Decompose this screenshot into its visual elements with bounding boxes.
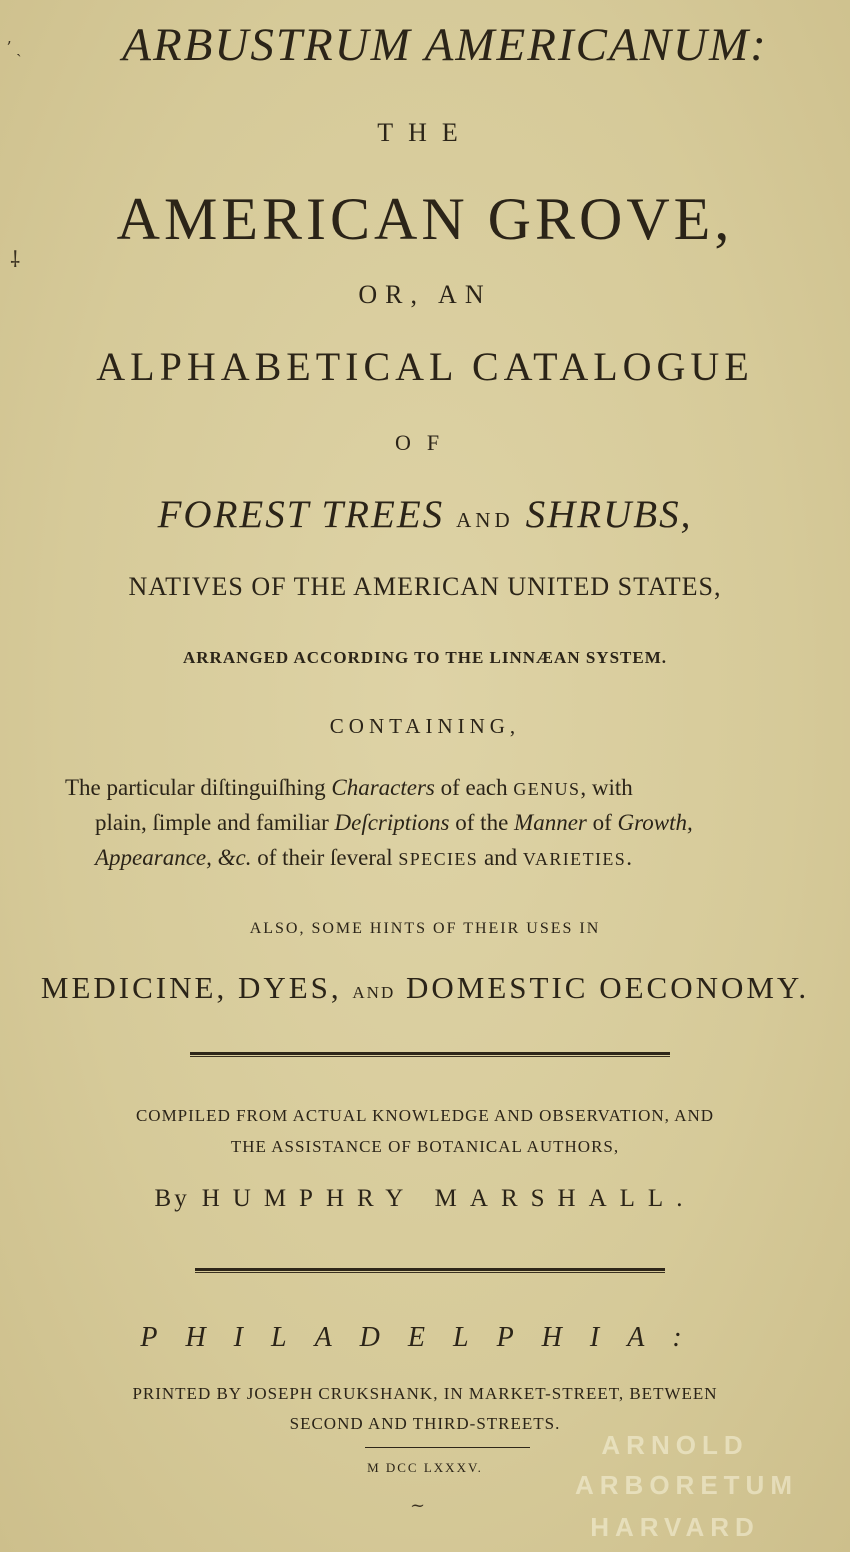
desc-text: plain, ſimple and familiar [95, 810, 335, 835]
thin-rule [365, 1447, 530, 1448]
printer-line-2: SECOND AND THIRD-STREETS. [289, 1414, 561, 1433]
shrubs-text: SHRUBS, [525, 493, 693, 536]
desc-text: of their ſeveral [251, 845, 399, 870]
ornamental-rule [190, 1052, 670, 1055]
margin-mark: ⸸ [10, 248, 21, 273]
imprint-city: PHILADELPHIA: [140, 1322, 710, 1353]
of-line: OF [394, 430, 456, 455]
medicine-line [0, 970, 850, 1006]
also-line: ALSO, SOME HINTS OF THEIR USES IN [249, 920, 601, 937]
forest-trees-text: FOREST TREES [157, 493, 445, 536]
desc-italic: Deſcriptions [334, 810, 450, 835]
desc-text: and [478, 845, 523, 870]
library-stamp-line: ARBORETUM [575, 1470, 798, 1500]
description-line-3 [95, 845, 632, 871]
and-text: AND [352, 983, 396, 1002]
medicine-text: MEDICINE, DYES, [40, 970, 353, 1005]
library-stamp-line: HARVARD [590, 1512, 760, 1542]
author-line [0, 1185, 850, 1213]
desc-italic: Characters [331, 775, 435, 800]
main-title: ARBUSTRUM AMERICANUM: [122, 19, 768, 71]
the-line: THE [377, 118, 473, 147]
desc-smallcaps: SPECIES [398, 849, 479, 869]
containing-line: CONTAINING, [329, 714, 521, 738]
and-text: AND [456, 508, 514, 532]
ornamental-rule [195, 1268, 665, 1271]
flourish-mark: ~ [410, 1495, 426, 1516]
desc-text: The particular diſtinguiſhing [65, 775, 332, 800]
desc-smallcaps: VARIETIES [522, 849, 627, 869]
subtitle-american-grove: AMERICAN GROVE, [116, 186, 734, 252]
printer-line-1: PRINTED BY JOSEPH CRUKSHANK, IN MARKET-STREET, BETWEEN [132, 1384, 718, 1403]
alphabetical-catalogue-line: ALPHABETICAL CATALOGUE [96, 344, 754, 389]
oeconomy-text: DOMESTIC OECONOMY. [395, 970, 810, 1005]
desc-italic: Appearance, &c. [95, 845, 252, 870]
description-line-1 [65, 775, 633, 801]
desc-text: of the [449, 810, 515, 835]
desc-smallcaps: GENUS [513, 779, 581, 799]
desc-italic: Growth, [617, 810, 693, 835]
arranged-line: ARRANGED ACCORDING TO THE LINNÆAN SYSTEM. [182, 648, 668, 667]
library-stamp-line: ARNOLD [601, 1430, 749, 1460]
desc-text: , with [580, 775, 633, 800]
margin-mark: ʼ ˎ [6, 38, 22, 57]
or-an-line: OR, AN [358, 280, 492, 309]
desc-italic: Manner [514, 810, 587, 835]
author-name: HUMPHRY MARSHALL. [201, 1185, 696, 1212]
description-line-2 [95, 810, 693, 836]
assistance-line: THE ASSISTANCE OF BOTANICAL AUTHORS, [230, 1137, 620, 1156]
desc-text: of each [434, 775, 514, 800]
imprint-date: M DCC LXXXV. [367, 1460, 483, 1475]
natives-line: NATIVES OF THE AMERICAN UNITED STATES, [128, 572, 722, 601]
forest-trees-shrubs-line [0, 492, 850, 537]
by-text: By [154, 1185, 190, 1212]
compiled-line: COMPILED FROM ACTUAL KNOWLEDGE AND OBSERVATION, AND [135, 1106, 715, 1125]
desc-text: . [626, 845, 632, 870]
desc-text: of [586, 810, 618, 835]
